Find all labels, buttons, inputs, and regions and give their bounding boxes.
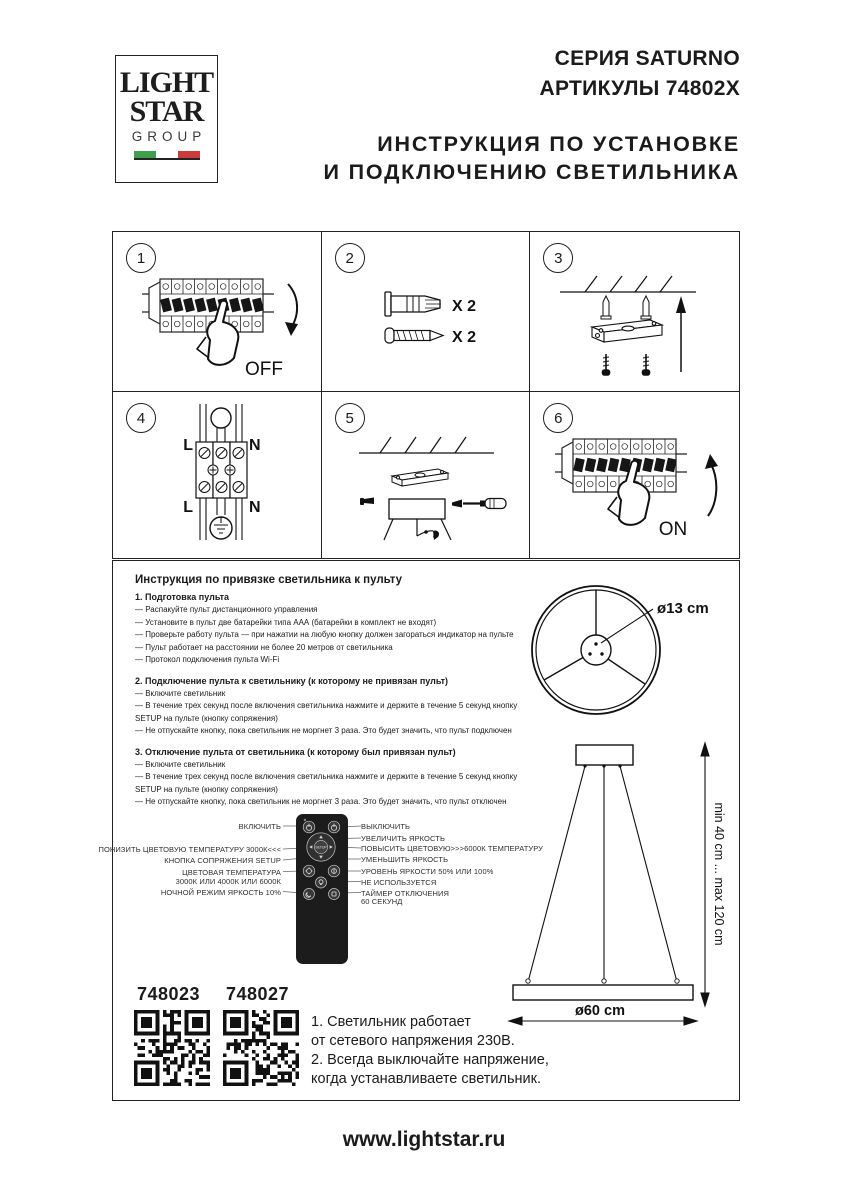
step-2-number: 2 — [335, 243, 365, 273]
safety-notes: 1. Светильник работает от сетевого напряжения 230В. 2. Всегда выключайте напряжение, когда устанавливаете светильник. — [311, 1014, 549, 1087]
remote-label-timer: ТАЙМЕР ОТКЛЮЧЕНИЯ — [361, 888, 450, 898]
remote-label-timer-2: 60 СЕКУНД — [361, 896, 403, 906]
on-label: ON — [659, 519, 688, 540]
off-label: OFF — [245, 359, 283, 380]
pairing-title: Инструкция по привязке светильника к пульту — [135, 574, 403, 586]
screwdriver — [463, 499, 506, 509]
ring-diameter-label: ø60 cm — [575, 1003, 625, 1019]
logo-word-star: STAR — [129, 94, 204, 128]
page-title: ИНСТРУКЦИЯ ПО УСТАНОВКЕ И ПОДКЛЮЧЕНИЮ СВЕТИЛЬНИКА — [323, 132, 740, 184]
step-1-number: 1 — [126, 243, 156, 273]
article-number-748023: 748023 — [137, 984, 201, 1004]
color-temp-button — [303, 865, 315, 877]
series-label: СЕРИЯ SATURNO — [554, 47, 740, 70]
step-6-number: 6 — [543, 403, 573, 433]
step-4-number: 4 — [126, 403, 156, 433]
list-item: — Включите светильник — [135, 759, 226, 769]
remote-label-brightness-up: УВЕЛИЧИТЬ ЯРКОСТЬ — [361, 834, 445, 843]
suspension-cables — [528, 766, 677, 982]
list-item: — Проверьте работу пульта — при нажатии на любую кнопку должен загораться индикатор на пульте — [135, 630, 514, 639]
ceiling-canopy — [576, 745, 633, 765]
remote-label-color-temp-2: 3000К ИЛИ 4000К ИЛИ 6000К — [175, 876, 281, 886]
neutral-label-bottom: N — [249, 499, 261, 516]
remote-label-power-off: ВЫКЛЮЧИТЬ — [361, 822, 411, 831]
qr-code-748023 — [134, 1010, 210, 1086]
remote-label-brightness-down: УМЕНЬШИТЬ ЯРКОСТЬ — [361, 855, 449, 864]
remote-label-lower-temp: ПОНИЗИТЬ ЦВЕТОВУЮ ТЕМПЕРАТУРУ 3000К<<< — [98, 845, 281, 854]
pairing-section-3: 3. Отключение пульта от светильника (к которому был привязан пульт) — Включите светильник — В течение трех секунд после включения светильника нажмите и держите в течение 5 секунд кнопку SETUP на пульте (кнопку сопряжения) — Не отпускайте кнопку, пока светильник не моргнет 3 раза. Это будет значить, что пульт отключен — [135, 747, 537, 809]
remote-label-brightness-lvl: УРОВЕНЬ ЯРКОСТИ 50% ИЛИ 100% — [361, 867, 494, 876]
step-6-panel — [530, 392, 739, 558]
article-number-748027: 748027 — [226, 984, 290, 1004]
neutral-label-top: N — [249, 437, 261, 454]
remote-label-power-on: ВКЛЮЧИТЬ — [238, 822, 281, 831]
pairing-section-1: 1. Подготовка пульта — Распакуйте пульт дистанционного управления — Установите в пульт две батарейки типа ААА (батарейки в комплект не входят) — Проверьте работу пульта — при нажатии на любую кнопку должен загораться индикатор на пульте — Пульт работает на расстоянии не более 20 метров от светильника — Протокол подключения пульта Wi-Fi — [135, 592, 537, 667]
series-block — [540, 44, 740, 105]
rotate-arrow — [288, 284, 297, 328]
website-url: www.lightstar.ru — [342, 1128, 506, 1151]
step-5-panel — [322, 392, 531, 558]
line-label-top: L — [183, 437, 193, 454]
pairing-section-2: 2. Подключение пульта к светильнику (к которому не привязан пульт) — Включите светильник — В течение трех секунд после включения светильника нажмите и держите в течение 5 секунд кнопку SETUP на пульте (кнопку сопряжения) — Не отпускайте кнопку, пока светильник не моргнет 3 раза. Это будет значить, что пульт подключен — [135, 676, 537, 738]
remote-label-raise-temp: ПОВЫСИТЬ ЦВЕТОВУЮ>>>6000К ТЕМПЕРАТУРУ — [361, 844, 544, 853]
logo-word-group: GROUP — [131, 129, 207, 144]
remote-label-setup: КНОПКА СОПРЯЖЕНИЯ SETUP — [164, 856, 281, 865]
articles-label: АРТИКУЛЫ 74802X — [539, 77, 740, 101]
italian-flag-stripe — [134, 151, 200, 160]
height-range-label: min 40 cm ... max 120 cm — [712, 802, 726, 946]
night-mode-button — [304, 889, 315, 900]
installation-steps-grid — [112, 231, 740, 559]
step-5-number: 5 — [335, 403, 365, 433]
remote-label-color-temp: ЦВЕТОВАЯ ТЕМПЕРАТУРА — [182, 867, 281, 877]
list-item: — Установите в пульт две батарейки типа ААА (батарейки в комплект не входят) — [135, 617, 437, 627]
step-1-panel — [113, 232, 322, 392]
screw-qty-label: X 2 — [451, 329, 476, 346]
line-label-bottom: L — [183, 499, 193, 516]
list-item: — Включите светильник — [135, 688, 226, 698]
ring-profile — [513, 985, 693, 1000]
remote-label-not-used: НЕ ИСПОЛЬЗУЕТСЯ — [361, 877, 437, 887]
pairing-info-box — [98, 560, 740, 1101]
anchor-qty-label: X 2 — [451, 298, 476, 315]
list-item: — Протокол подключения пульта Wi-Fi — [135, 655, 280, 664]
list-item: — Не отпускайте кнопку, пока светильник не моргнет 3 раза. Это будет значить, что пульт подключен — [135, 726, 512, 735]
step-3-panel — [530, 232, 739, 392]
list-item: — В течение трех секунд после включения светильника нажмите и держите в течение 5 секунд кнопку SETUP на пульте (кнопку сопряжения) — [135, 701, 518, 723]
remote-control-legend — [98, 808, 544, 970]
lightstar-logo — [115, 55, 218, 183]
lamp-top-view — [513, 566, 739, 736]
lamp-side-view — [501, 733, 741, 1035]
unused-button — [316, 877, 327, 888]
pairing-instructions — [135, 574, 537, 818]
step-2-panel — [322, 232, 531, 392]
rotate-arrow — [708, 464, 716, 516]
canopy-diameter-label: ø13 cm — [657, 600, 709, 617]
remote-label-night-mode: НОЧНОЙ РЕЖИМ ЯРКОСТЬ 10% — [160, 887, 281, 897]
list-item: — Не отпускайте кнопку, пока светильник не моргнет 3 раза. Это будет значить, что пульт отключен — [135, 797, 507, 806]
logo-word-light: LIGHT — [119, 66, 214, 99]
list-item: — В течение трех секунд после включения светильника нажмите и держите в течение 5 секунд кнопку SETUP на пульте (кнопку сопряжения) — [135, 772, 518, 794]
timer-button — [329, 889, 340, 900]
step-4-panel — [113, 392, 322, 558]
qr-code-748027 — [223, 1010, 299, 1086]
height-dimension — [701, 743, 709, 1006]
list-item: — Пульт работает на расстоянии не более 20 метров от светильника — [135, 642, 393, 652]
setup-button-label: SETUP — [315, 845, 327, 850]
list-item: — Распакуйте пульт дистанционного управления — [135, 605, 318, 614]
step-3-number: 3 — [543, 243, 573, 273]
